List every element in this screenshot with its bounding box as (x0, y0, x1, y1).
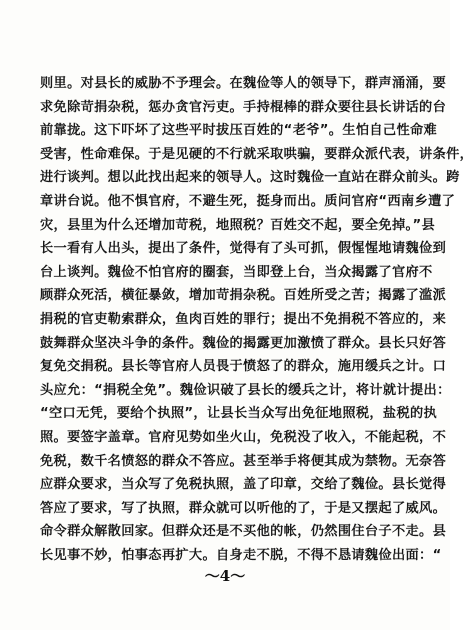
text-line: 长一看有人出头，提出了条件，觉得有了头可抓，假惺惺地请魏俭到 (40, 241, 447, 257)
text-line: 台上谈判。魏俭不怕官府的圈套，当即登上台，当众揭露了官府不 (40, 264, 433, 280)
text-line: 长见事不妙，怕事态再扩大。自身走不脱，不得不恳请魏俭出面：“ (40, 547, 442, 563)
text-line: 求免除苛捐杂税，惩办贪官污吏。手持棍棒的群众要往县长讲话的台 (40, 99, 447, 115)
text-line: 捐税的官吏勒索群众，鱼肉百姓的罪行；提出不免捐税不答应的，来 (40, 311, 447, 327)
text-line: 章讲台说。他不惧官府，不避生死，挺身而出。质问官府“西南乡遭了 (40, 193, 456, 209)
text-line: 进行谈判。想以此找出起来的领导人。这时魏俭一直站在群众前头。跨 (40, 170, 460, 186)
text-line: 受害，性命难保。于是见硬的不行就采取哄骗，要群众派代表，讲条件， (40, 146, 473, 162)
text-line: 免税，数千名愤怒的群众不答应。甚至举手将便其成为禁物。无奈答 (40, 453, 447, 469)
text-line: 答应了要求，写了执照，群众就可以听他的了，于是又摆起了威风。 (40, 500, 447, 516)
text-line: 前靠拢。这下吓坏了这些平时拔压百姓的“老爷”。生怕自己性命难 (40, 123, 438, 139)
body-text (40, 72, 473, 567)
text-line: 命令群众解散回家。但群众还是不买他的帐，仍然围住台子不走。县 (40, 524, 447, 540)
text-line: 顾群众死活，横征暴敛，增加苛捐杂税。百姓所受之苦；揭露了滥派 (40, 288, 447, 304)
text-line: 复免交捐税。县长等官府人员畏于愤怒了的群众，施用缓兵之计。口 (40, 359, 447, 375)
text-line: 头应允：“捐税全免”。魏俭识破了县长的缓兵之计，将计就计提出： (40, 382, 451, 398)
text-line: “空口无凭，要给个执照”，让县长当众写出免征地照税，盐税的执 (40, 406, 438, 422)
text-line: 则里。对县长的威胁不予理会。在魏俭等人的领导下，群声涌涌，要 (40, 76, 447, 91)
text-line: 照。要签字盖章。官府见势如坐火山，免税没了收入，不能起税，不 (40, 429, 447, 445)
text-line: 灾，县里为什么还增加苛税，地照税？百姓交不起，要全免掉。”县 (40, 217, 436, 233)
page-number: ～4～ (204, 567, 246, 585)
text-line: 鼓舞群众坚决斗争的条件。魏俭的揭露更加激愤了群众。县长只好答 (40, 335, 447, 351)
text-line: 应群众要求，当众写了免税执照，盖了印章，交给了魏俭。县长觉得 (40, 477, 447, 493)
